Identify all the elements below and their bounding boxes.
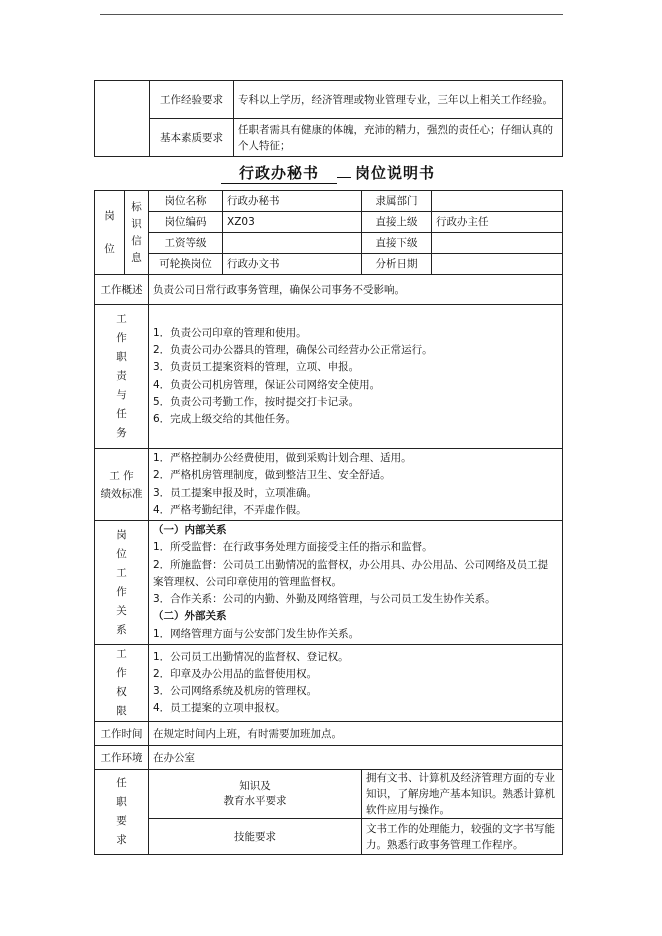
table-row	[95, 254, 563, 275]
table-row	[95, 119, 563, 157]
list-item: 3．负责员工提案资料的管理，立项、申报。	[153, 361, 360, 374]
knowledge-label: 知识及 教育水平要求	[149, 770, 362, 819]
table-row	[95, 521, 563, 645]
list-item: 2．负责公司办公器具的管理，确保公司经营办公正常运行。	[153, 344, 433, 357]
list-item: 2．严格机房管理制度，做到整洁卫生、安全舒适。	[153, 469, 391, 482]
knowledge-text: 拥有文书、计算机及经济管理方面的专业知识，了解房地产基本知识。熟悉计算机软件应用与操作。	[362, 770, 563, 819]
identification-label: 标 识 信 息	[125, 191, 149, 275]
table-row	[95, 305, 563, 449]
table-row	[95, 722, 563, 746]
position-name-value: 行政办秘书	[223, 191, 362, 212]
duties-label: 工 作 职 责 与 任 务	[95, 305, 149, 449]
work-time-label: 工作时间	[95, 722, 149, 746]
list-item: 4．员工提案的立项申报权。	[153, 702, 286, 715]
department-label: 隶属部门	[362, 191, 432, 212]
relations-list	[149, 521, 563, 645]
subordinate-label: 直接下级	[362, 233, 432, 254]
salary-grade-label: 工资等级	[149, 233, 223, 254]
table-row	[95, 819, 563, 855]
analysis-date-value	[432, 254, 563, 275]
rotation-label: 可轮换岗位	[149, 254, 223, 275]
subordinate-value	[432, 233, 563, 254]
table-row	[95, 645, 563, 722]
requirements-label: 任 职 要 求	[95, 770, 149, 855]
page-header-rule	[100, 14, 563, 15]
position-name-label: 岗位名称	[149, 191, 223, 212]
list-item: 4．严格考勤纪律，不弄虚作假。	[153, 503, 307, 516]
quality-value: 任职者需具有健康的体魄，充沛的精力，强烈的责任心；仔细认真的个人特征；	[234, 119, 563, 157]
table-row	[95, 275, 563, 305]
blank-cell	[95, 81, 150, 157]
table-row	[95, 191, 563, 212]
table-row	[95, 746, 563, 770]
list-item: 1．网络管理方面与公安部门发生协作关系。	[153, 627, 360, 640]
performance-label: 工 作 绩效标准	[95, 449, 149, 521]
list-item: 1．严格控制办公经费使用，做到采购计划合理、适用。	[153, 452, 412, 465]
list-item: 2．所施监督：公司员工出勤情况的监督权，办公用具、办公用品、公司网络及员工提案管理权、公司印章使用的管理监督权。	[153, 558, 549, 588]
list-item: 6．完成上级交给的其他任务。	[153, 412, 297, 425]
performance-list	[149, 449, 563, 521]
list-item: 1．负责公司印章的管理和使用。	[153, 326, 307, 339]
table-row	[95, 233, 563, 254]
list-item: 3．公司网络系统及机房的管理权。	[153, 685, 318, 697]
experience-value: 专科以上学历，经济管理或物业管理专业，三年以上相关工作经验。	[234, 81, 563, 119]
superior-label: 直接上级	[362, 212, 432, 233]
skill-label: 技能要求	[149, 819, 362, 855]
list-item: 1．所受监督：在行政事务处理方面接受主任的指示和监督。	[153, 541, 433, 554]
position-code-value: XZ03	[223, 212, 362, 233]
table-row	[95, 770, 563, 819]
analysis-date-label: 分析日期	[362, 254, 432, 275]
table-row	[95, 212, 563, 233]
external-relations-title: （二）外部关系	[153, 610, 227, 623]
relations-label: 岗 位 工 作 关 系	[95, 521, 149, 645]
quality-label: 基本素质要求	[150, 119, 234, 157]
work-env-text: 在办公室	[149, 746, 563, 770]
table-row	[95, 449, 563, 521]
experience-label: 工作经验要求	[150, 81, 234, 119]
work-time-text: 在规定时间内上班，有时需要加班加点。	[149, 722, 563, 746]
salary-grade-value	[223, 233, 362, 254]
title-suffix: 岗位说明书	[355, 164, 436, 182]
position-code-label: 岗位编码	[149, 212, 223, 233]
internal-relations-title: （一）内部关系	[153, 524, 227, 537]
position-section-label: 岗 位	[95, 191, 125, 275]
duties-list	[149, 305, 563, 449]
overview-text: 负责公司日常行政事务管理，确保公司事务不受影响。	[149, 275, 563, 305]
document-title	[94, 162, 562, 184]
list-item: 3．合作关系：公司的内勤、外勤及网络管理，与公司员工发生协作关系。	[153, 593, 496, 606]
rotation-value: 行政办文书	[223, 254, 362, 275]
department-value	[432, 191, 563, 212]
list-item: 3．员工提案申报及时，立项准确。	[153, 486, 318, 499]
superior-value: 行政办主任	[432, 212, 563, 233]
table-row	[95, 81, 563, 119]
authority-list	[149, 645, 563, 722]
job-description-table	[94, 190, 563, 855]
skill-text: 文书工作的处理能力，较强的文字书写能力。熟悉行政事务管理工作程序。	[362, 819, 563, 855]
list-item: 5．负责公司考勤工作，按时提交打卡记录。	[153, 395, 360, 408]
overview-label: 工作概述	[95, 275, 149, 305]
work-env-label: 工作环境	[95, 746, 149, 770]
previous-job-requirements-table	[94, 80, 563, 157]
title-position-name: 行政办秘书	[221, 162, 337, 184]
list-item: 2．印章及办公用品的监督使用权。	[153, 667, 318, 680]
authority-label: 工 作 权 限	[95, 645, 149, 722]
list-item: 4．负责公司机房管理，保证公司网络安全使用。	[153, 378, 381, 391]
list-item: 1．公司员工出勤情况的监督权、登记权。	[153, 650, 349, 663]
